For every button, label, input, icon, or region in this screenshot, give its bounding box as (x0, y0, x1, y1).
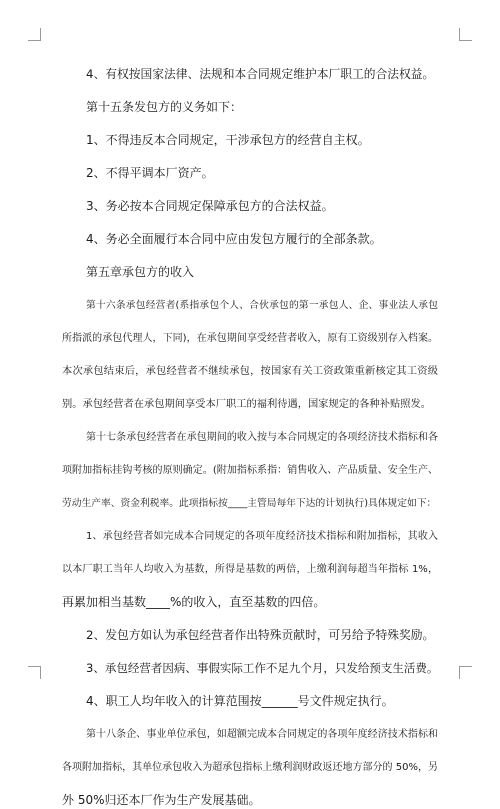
paragraph-line: 第十七条承包经营者在承包期间的收入按与本合同规定的各项经济技术指标和各 (86, 432, 438, 443)
paragraph-line: 本次承包结束后，承包经营者不继续承包，按国家有关工资政策重新核定其工资级 (62, 365, 438, 377)
paragraph-line: 以本厂职工当年人均收入为基数，所得是基数的两倍，上缴利润每超当年指标 1%， (62, 564, 438, 575)
paragraph-line: 4、有权按国家法律、法规和本合同规定维护本厂职工的合法权益。 (86, 67, 435, 81)
paragraph-line: 劳动生产率、资金利税率。此项指标按____主管局每年下达的计划执行)具体规定如下： (62, 498, 437, 509)
article-heading: 第十五条发包方的义务如下： (86, 100, 243, 114)
paragraph-line: 第十八条企、事业单位承包，如超额完成本合同规定的各项年度经济技术指标和 (86, 729, 438, 740)
paragraph-line: 3、承包经营者因病、事假实际工作不足九个月，只发给预支生活费。 (86, 661, 439, 675)
paragraph-line: 2、发包方如认为承包经营者作出特殊贡献时，可另给予特殊奖励。 (86, 628, 435, 642)
crop-mark-top-left (28, 28, 41, 41)
crop-mark-bottom-left (28, 666, 41, 679)
paragraph-line: 4、务必全面履行本合同中应由发包方履行的全部条款。 (86, 232, 382, 246)
paragraph-line: 项附加指标挂钩考核的原则确定。(附加指标系指：销售收入、产品质量、安全生产、 (62, 465, 438, 476)
paragraph-line: 别。承包经营者在承包期间享受本厂职工的福利待遇，国家规定的各种补贴照发。 (62, 398, 432, 410)
paragraph-line: 1、承包经营者如完成本合同规定的各项年度经济技术指标和附加指标，其收入 (86, 531, 438, 542)
paragraph-line: 外 50%归还本厂作为生产发展基础。 (62, 793, 261, 807)
crop-mark-bottom-right (459, 666, 472, 679)
paragraph-line: 2、不得平调本厂资产。 (86, 166, 214, 180)
document-page (62, 66, 438, 809)
paragraph-line: 4、职工人均年收入的计算范围按______号文件规定执行。 (86, 694, 394, 708)
chapter-heading: 第五章承包方的收入 (86, 265, 195, 279)
paragraph-line: 3、务必按本合同规定保障承包方的合法权益。 (86, 199, 334, 213)
paragraph-line: 再累加相当基数____%的收入，直至基数的四倍。 (62, 595, 326, 609)
paragraph-line: 1、不得违反本合同规定，干涉承包方的经营自主权。 (86, 133, 370, 147)
paragraph-line: 所指派的承包代理人，下同)，在承包期间享受经营者收入，原有工资级别存入档案。 (62, 333, 438, 344)
paragraph-line: 各项附加指标，其单位承包收入为超承包指标上缴利润财政返还地方部分的 50%，另 (62, 762, 438, 773)
paragraph-line: 第十六条承包经营者(系指承包个人、合伙承包的第一承包人、企、事业法人承包 (86, 300, 438, 311)
crop-mark-top-right (459, 28, 472, 41)
